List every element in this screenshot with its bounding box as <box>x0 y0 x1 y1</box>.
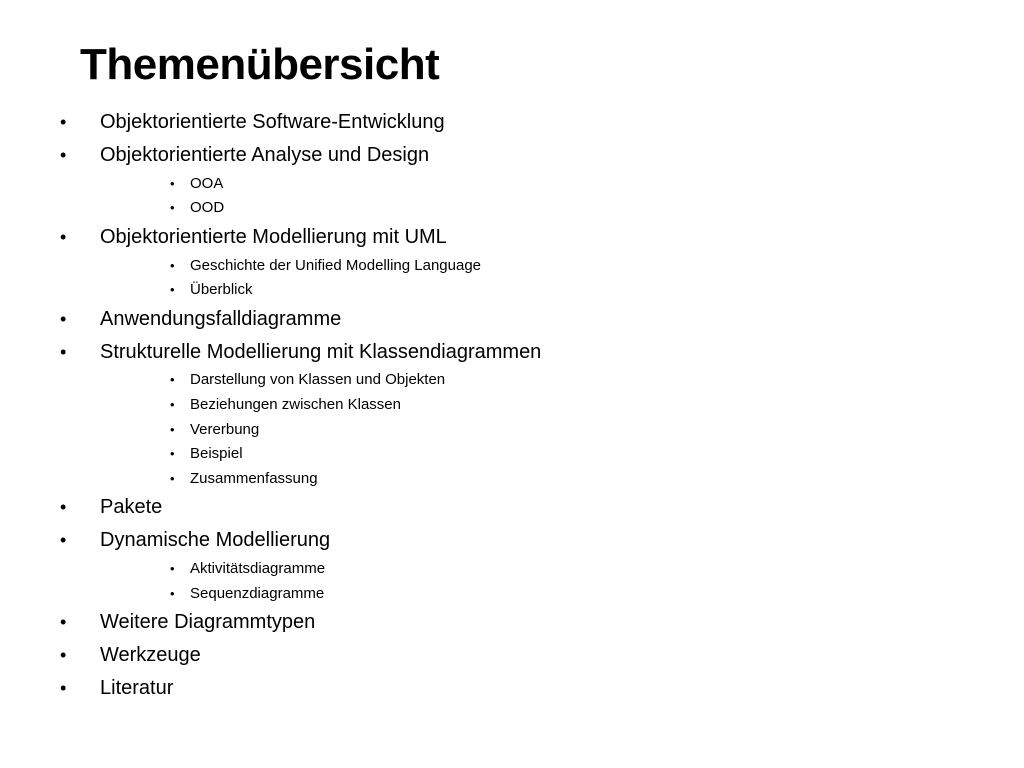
subtopic-label: Beispiel <box>190 445 243 463</box>
bullet-icon: • <box>60 644 67 665</box>
topic-label: Strukturelle Modellierung mit Klassendiagrammen <box>100 340 542 363</box>
topic-item <box>0 106 1024 139</box>
bullet-icon: • <box>60 308 67 329</box>
bullet-icon: • <box>170 257 175 273</box>
topic-item <box>0 639 1024 672</box>
bullet-icon: • <box>60 612 67 633</box>
topic-label: Werkzeuge <box>100 643 201 666</box>
subtopic-item <box>0 442 1024 467</box>
subtopic-item <box>0 278 1024 303</box>
topic-label: Dynamische Modellierung <box>100 529 331 552</box>
subtopic-label: Sequenzdiagramme <box>190 584 325 602</box>
subtopic-item <box>0 172 1024 197</box>
bullet-icon: • <box>170 560 175 576</box>
topic-item <box>0 524 1024 557</box>
topic-label: Anwendungsfalldiagramme <box>100 307 342 330</box>
subtopic-item <box>0 418 1024 443</box>
topic-label: Objektorientierte Analyse und Design <box>100 143 430 166</box>
subtopic-item <box>0 557 1024 582</box>
bullet-icon: • <box>60 677 67 698</box>
bullet-icon: • <box>170 372 175 388</box>
topic-label: Pakete <box>100 496 163 519</box>
bullet-icon: • <box>170 200 175 216</box>
subtopic-label: Geschichte der Unified Modelling Language <box>190 256 482 274</box>
subtopic-item <box>0 254 1024 279</box>
topic-item <box>0 139 1024 172</box>
topic-outline <box>0 106 1024 705</box>
subtopic-label: OOD <box>190 199 225 217</box>
topic-item <box>0 221 1024 254</box>
topic-label: Objektorientierte Modellierung mit UML <box>100 225 447 248</box>
subtopic-item <box>0 196 1024 221</box>
bullet-icon: • <box>60 341 67 362</box>
subtopic-label: Überblick <box>190 281 253 299</box>
bullet-icon: • <box>170 585 175 601</box>
topic-item <box>0 606 1024 639</box>
subtopic-label: Vererbung <box>190 420 260 438</box>
bullet-icon: • <box>170 446 175 462</box>
topic-item <box>0 336 1024 369</box>
subtopic-label: OOA <box>190 174 224 192</box>
bullet-icon: • <box>60 112 67 132</box>
bullet-icon: • <box>60 497 67 518</box>
bullet-icon: • <box>170 396 175 412</box>
bullet-icon: • <box>60 226 67 247</box>
topic-label: Weitere Diagrammtypen <box>100 611 316 634</box>
subtopic-label: Zusammenfassung <box>190 469 318 487</box>
subtopic-label: Darstellung von Klassen und Objekten <box>190 371 446 389</box>
topic-label: Objektorientierte Software-Entwicklung <box>100 111 445 133</box>
topic-label: Literatur <box>100 676 174 699</box>
bullet-icon: • <box>170 421 175 437</box>
subtopic-item <box>0 368 1024 393</box>
slide-title: Themenübersicht <box>80 40 440 89</box>
subtopic-item <box>0 393 1024 418</box>
topic-item <box>0 303 1024 336</box>
bullet-icon: • <box>170 470 175 486</box>
subtopic-item <box>0 467 1024 492</box>
bullet-icon: • <box>170 175 175 191</box>
bullet-icon: • <box>170 282 175 298</box>
topic-item <box>0 491 1024 524</box>
bullet-icon: • <box>60 530 67 551</box>
subtopic-label: Beziehungen zwischen Klassen <box>190 395 401 413</box>
bullet-icon: • <box>60 144 67 165</box>
subtopic-label: Aktivitätsdiagramme <box>190 559 326 577</box>
topic-item <box>0 672 1024 705</box>
subtopic-item <box>0 582 1024 607</box>
